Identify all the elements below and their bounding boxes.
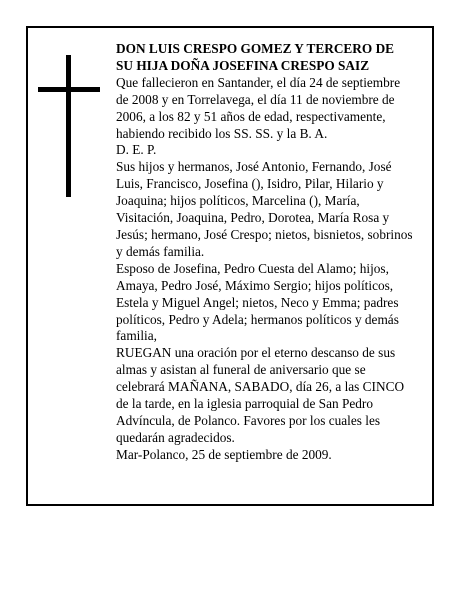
notice-text bbox=[116, 41, 414, 464]
latin-cross-icon bbox=[38, 55, 100, 197]
obituary-notice bbox=[26, 26, 434, 506]
death-details-paragraph: Que fallecieron en Santander, el día 24 de septiembre de 2008 y en Torrelavega, el día 11 de noviembre de 2006, a los 82 y 51 años de edad, respectivamente, habiendo recibido los SS. SS. y la B. A. bbox=[116, 74, 401, 141]
deceased-names-heading: DON LUIS CRESPO GOMEZ Y TERCERO DE SU HIJA DOÑA JOSEFINA CRESPO SAIZ bbox=[116, 41, 395, 73]
family-list-paragraph: Sus hijos y hermanos, José Antonio, Fernando, José Luis, Francisco, Josefina (), Isidro, Pilar, Hilario y Joaquina; hijos políticos, Marcelina (), María, Visitación, Joaquina, Pedro, Dorotea, María Rosa y Jesús; hermano, José Crespo; nietos, bisnietos, sobrinos y demás familia. bbox=[116, 159, 413, 259]
rest-in-peace-line: D. E. P. bbox=[116, 142, 157, 158]
spouse-family-paragraph: Esposo de Josefina, Pedro Cuesta del Alamo; hijos, Amaya, Pedro José, Máximo Sergio; hijos políticos, Estela y Miguel Angel; nietos, Neco y Emma; padres políticos, Pedro y Adela; hermanos políticos y demás familia, bbox=[116, 260, 399, 344]
cross-horizontal-bar bbox=[38, 87, 100, 92]
place-date-line: Mar-Polanco, 25 de septiembre de 2009. bbox=[116, 446, 332, 462]
cross-vertical-bar bbox=[66, 55, 71, 197]
funeral-request-paragraph: RUEGAN una oración por el eterno descanso de sus almas y asistan al funeral de aniversario que se celebrará MAÑANA, SABADO, día 26, a las CINCO de la tarde, en la iglesia parroquial de San Pedro Advíncula, de Polanco. Favores por los cuales les quedarán agradecidos. bbox=[116, 345, 405, 445]
